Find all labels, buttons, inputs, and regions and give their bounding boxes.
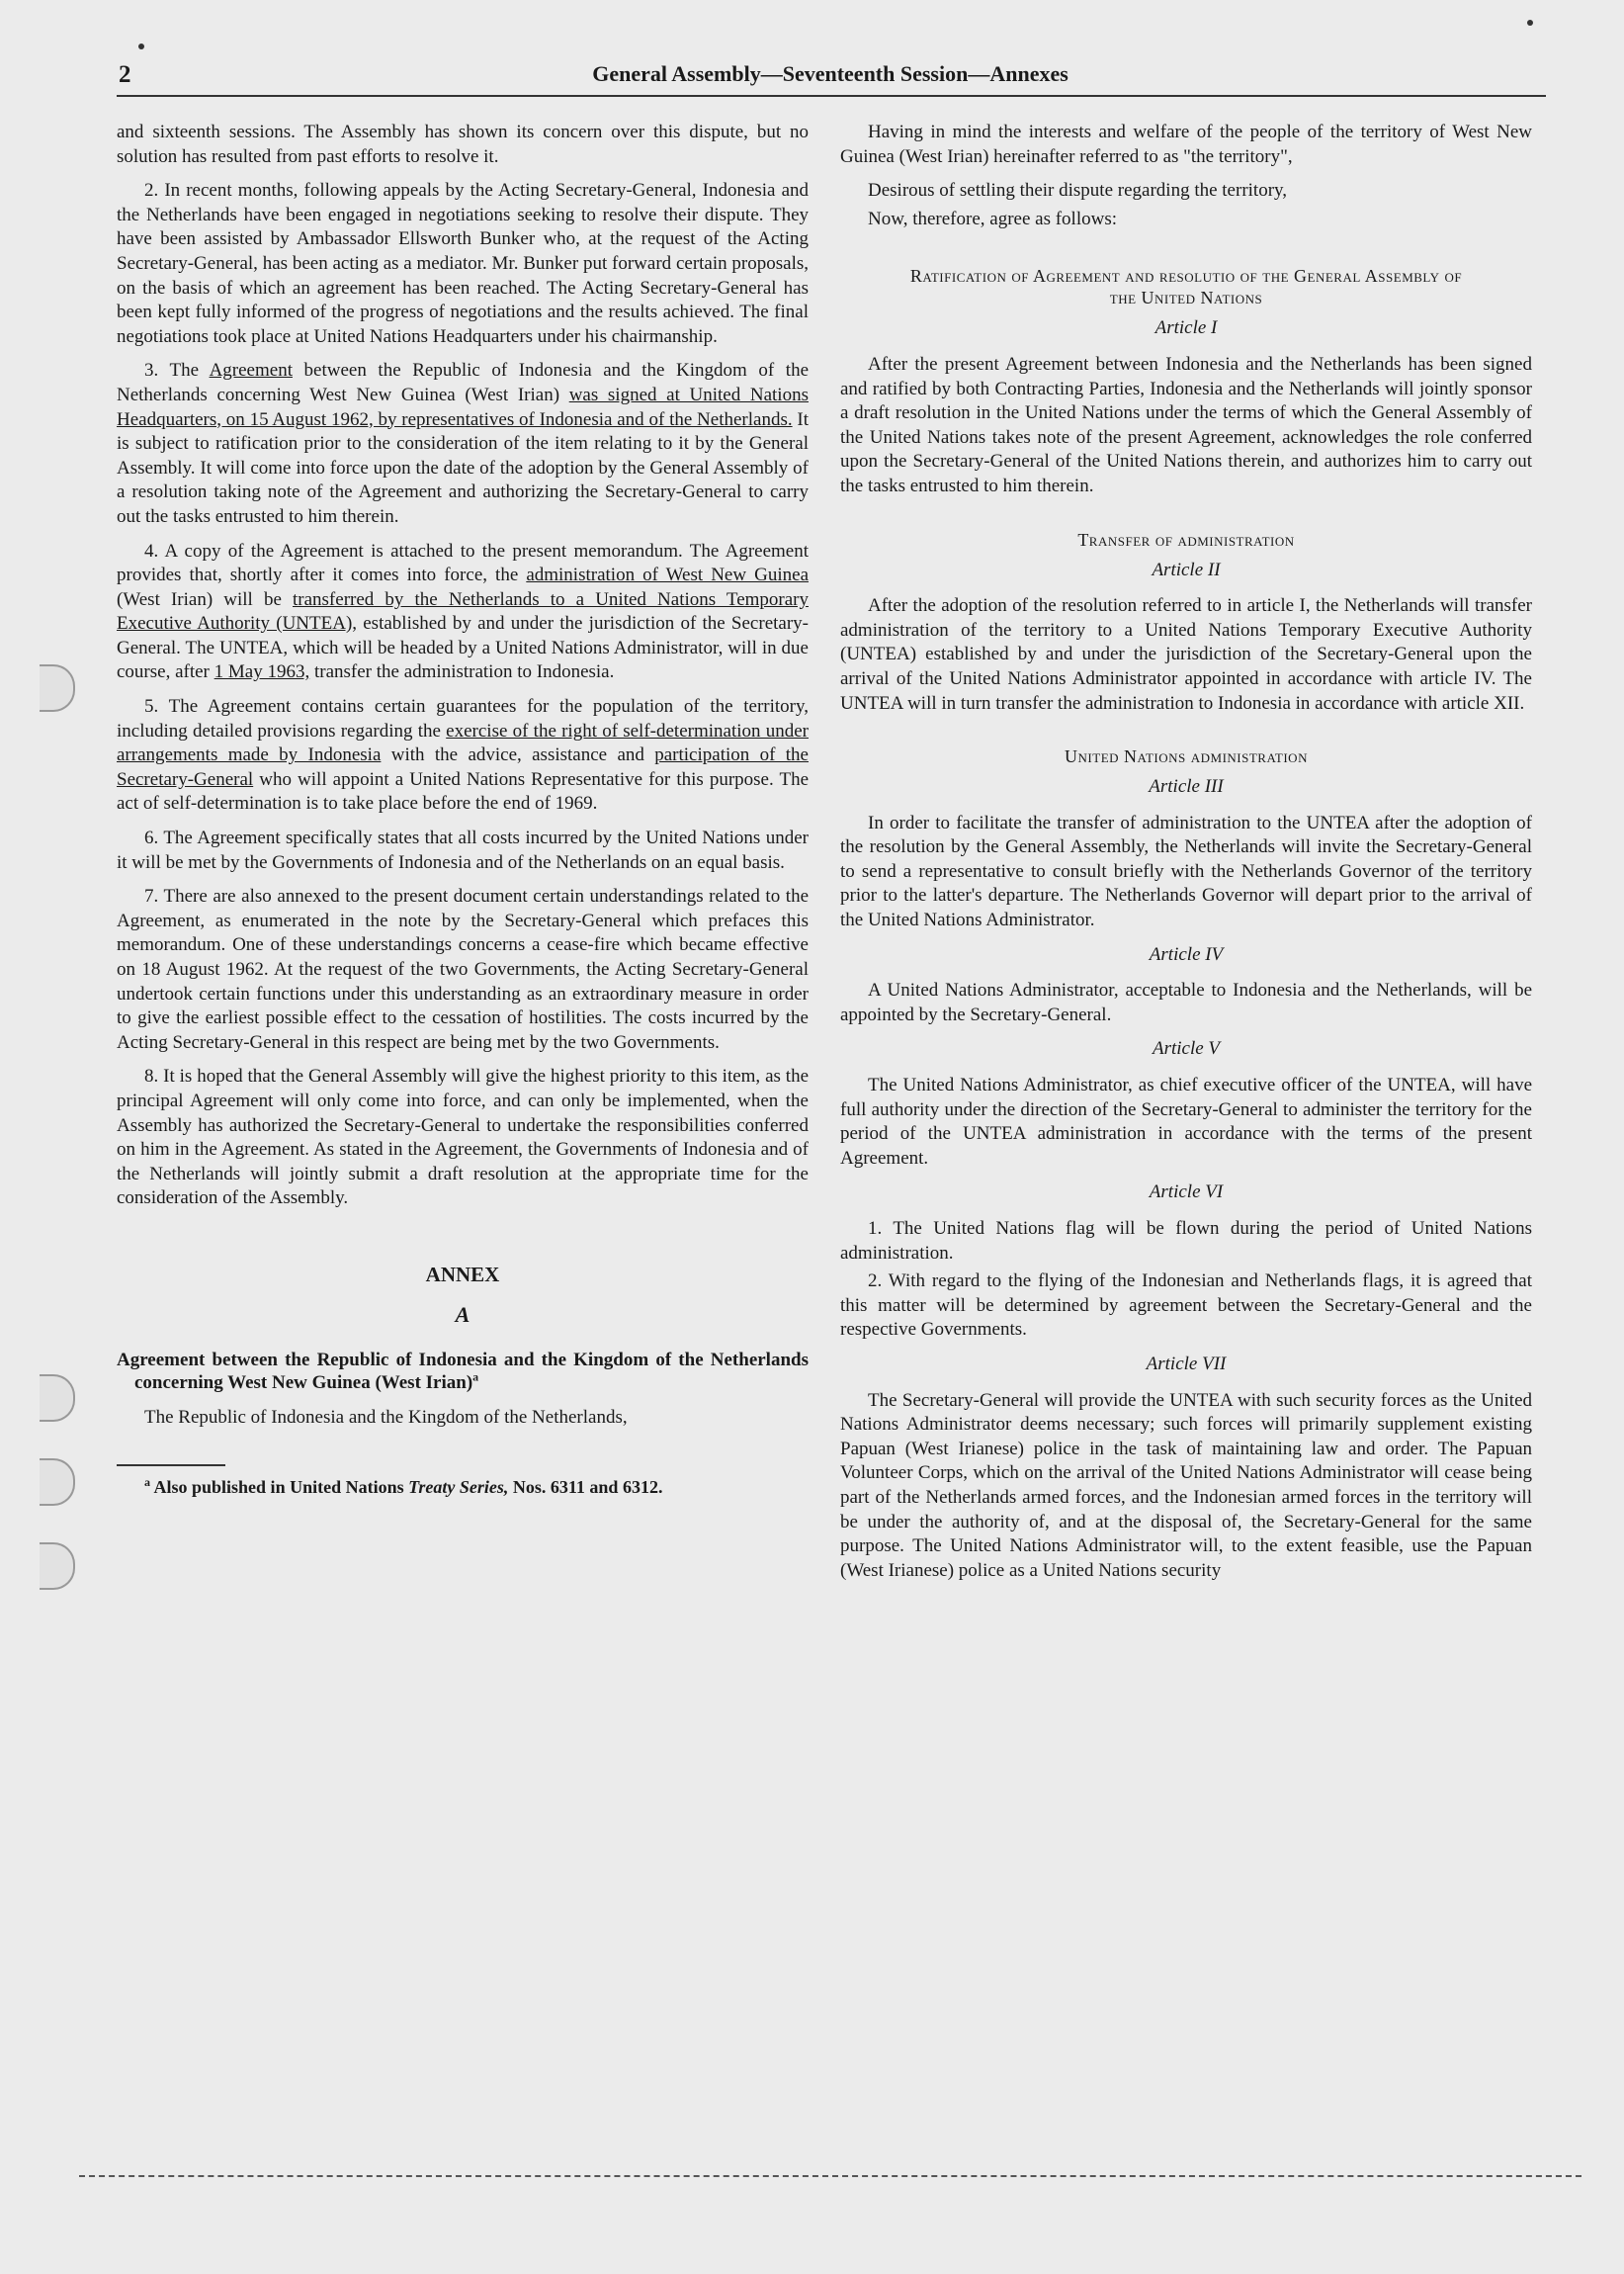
section-heading: Transfer of administration	[1077, 529, 1295, 550]
underlined-text: administration of West New Guinea	[526, 565, 809, 586]
article-text: A United Nations Administrator, acceptable to Indonesia and the Netherlands, will be appointed by the Secretary-General.	[840, 980, 1532, 1025]
punch-hole	[40, 1458, 75, 1506]
paragraph: Having in mind the interests and welfare of the people of the territory of West New Guinea (West Irian) hereinafter referred to as "the territory",	[840, 122, 1532, 167]
underlined-text: was signed at United Nations Headquarters, on 15 August 1962, by representatives of Indonesia and of the Netherlands.	[117, 384, 809, 430]
paragraph: Now, therefore, agree as follows:	[868, 208, 1118, 229]
annex-letter: A	[455, 1301, 470, 1327]
paragraph-2: 2. In recent months, following appeals by the Acting Secretary-General, Indonesia and the Netherlands have been engaged in negotiations seeking to resolve their dispute. They have been assisted by Ambassador Ellsworth Bunker who, at the request of the Acting Secretary-General, has been acting as a mediator. Mr. Bunker put forward certain proposals, on the basis of which an agreement has been reached. The Acting Secretary-General has been kept fully informed of the progress of negotiations and the results achieved. The final negotiations took place at United Nations Headquarters under his chairmanship.	[117, 180, 809, 347]
text: between the Republic of Indonesia and the Kingdom of the Netherlands concerning West New Guinea (West Irian)	[117, 360, 810, 405]
article-heading: Article VI	[1149, 1181, 1224, 1203]
article-heading: Article III	[1149, 776, 1224, 798]
paragraph-4	[117, 540, 809, 686]
paragraph-8: 8. It is hoped that the General Assembly will give the highest priority to this item, as the principal Agreement will only come into force, and can only be implemented, when the Assembly has authorized the Secretary-General to undertake the responsibilities conferred on him in the Agreement. As stated in the Agreement, the Governments of Indonesia and of the Netherlands will jointly submit a draft resolution at the appropriate time for the consideration of the Assembly.	[117, 1066, 809, 1209]
article-heading: Article V	[1152, 1038, 1221, 1060]
paragraph-7: 7. There are also annexed to the present document certain understandings related to the Agreement, as enumerated in the note by the Secretary-General which prefaces this memorandum. One of these understandings concerns a cease-fire which became effective on 18 August 1962. At the request of the two Governments, the Acting Secretary-General undertook certain functions under this understanding as an extraordinary measure in order to give the earliest possible effect to the cessation of hostilities. The costs incurred by the Acting Secretary-General in this respect are being met by the two Governments.	[117, 886, 809, 1053]
paragraph-3	[117, 359, 809, 529]
speck	[1527, 20, 1533, 26]
text: transfer the administration to Indonesia.	[309, 661, 615, 683]
page-number: 2	[119, 61, 131, 88]
agreement-title	[117, 1349, 809, 1394]
footnote-rule	[117, 1464, 225, 1466]
article-text: After the adoption of the resolution referred to in article I, the Netherlands will transfer administration of the territory to a United Nations Temporary Executive Authority (UNTEA) established by and under the jurisdiction of the Secretary-General upon the arrival of the United Nations Administrator appointed in accordance with article IV. The UNTEA will in turn transfer the administration to Indonesia in accordance with article XII.	[840, 595, 1532, 714]
text: established by and under the jurisdiction of the Secretary-General. The UNTEA, which will be headed by a United Nations Administrator, will in due course, after	[117, 613, 809, 683]
article-text: 1. The United Nations flag will be flown during the period of United Nations administration.	[840, 1218, 1532, 1264]
page-header	[119, 61, 1542, 97]
underlined-text: 1 May 1963,	[214, 661, 310, 683]
text: Treaty Series,	[408, 1476, 509, 1497]
left-column	[117, 121, 809, 1508]
article-text: 2. With regard to the flying of the Indonesian and Netherlands flags, it is agreed that this matter will be determined by agreement between the Secretary-General and the respective Governments.	[840, 1270, 1532, 1341]
header-rule	[117, 95, 1546, 97]
annex-title: ANNEX	[425, 1262, 500, 1286]
article-heading: Article IV	[1149, 943, 1224, 965]
footnote-mark: a	[144, 1474, 150, 1489]
article-text: After the present Agreement between Indonesia and the Netherlands has been signed and ratified by both Contracting Parties, Indonesia and the Netherlands will jointly sponsor a draft resolution in the United Nations under the terms of which the General Assembly of the United Nations takes note of the present Agreement, acknowledges the role conferred upon the Secretary-General of the United Nations therein, and authorizes him to carry out the tasks entrusted to him therein.	[840, 353, 1532, 496]
footnote-mark: a	[472, 1369, 479, 1384]
article-text: The Secretary-General will provide the UNTEA with such security forces as the United Nations Administrator deems necessary; such forces will primarily supplement existing Papuan (West Irianese) police in the task of maintaining law and order. The Papuan Volunteer Corps, which on the arrival of the United Nations Administrator will cease being part of the Netherlands armed forces, and the Indonesian armed forces in the territory will be under the authority of, and at the disposal of, the Secretary-General for the same purpose. The United Nations Administrator will, to the extent feasible, use the Papuan (West Irianese) police as a United Nations security	[840, 1389, 1532, 1581]
paragraph-6: 6. The Agreement specifically states that all costs incurred by the United Nations under it will be met by the Governments of Indonesia and of the Netherlands on an equal basis.	[117, 828, 809, 873]
text: (West Irian) will be	[117, 588, 293, 610]
underlined-text: exercise of the right of self-determination under arrangements made by Indonesia	[117, 720, 809, 766]
punch-hole	[40, 1542, 75, 1590]
text: Nos. 6311 and 6312.	[508, 1476, 663, 1497]
speck	[138, 44, 144, 49]
right-column	[840, 121, 1532, 1593]
underlined-text: participation of the Secretary-General	[117, 744, 809, 790]
article-text: The United Nations Administrator, as chief executive officer of the UNTEA, will have full authority under the direction of the Secretary-General to administer the territory for the period of the UNTEA administration in accordance with the terms of the present Agreement.	[840, 1075, 1532, 1169]
article-heading: Article VII	[1146, 1353, 1227, 1374]
punch-hole	[40, 1374, 75, 1422]
text: Also published in United Nations	[150, 1476, 409, 1497]
article-heading: Article I	[1154, 317, 1218, 339]
text: 4. A copy of the Agreement is attached to the present memorandum. The Agreement provides that, shortly after it comes into force, the	[117, 540, 809, 586]
paragraph: Desirous of settling their dispute regarding the territory,	[868, 180, 1288, 202]
article-heading: Article II	[1152, 559, 1221, 580]
punch-hole	[40, 664, 75, 712]
article-text: In order to facilitate the transfer of administration to the UNTEA after the adoption of the resolution by the General Assembly, the Netherlands will invite the Secretary-General to send a representative to consult briefly with the Netherlands Governor of the territory prior to the latter's departure. The Netherlands Governor will depart prior to the arrival of the United Nations Administrator.	[840, 812, 1532, 931]
paragraph: and sixteenth sessions. The Assembly has shown its concern over this dispute, but no solution has resulted from past efforts to resolve it.	[117, 122, 809, 167]
section-heading: United Nations administration	[1065, 746, 1308, 767]
bottom-rule	[79, 2175, 1581, 2177]
text: with the advice, assistance and	[381, 744, 655, 766]
text: who will appoint a United Nations Representative for this purpose. The act of self-determination is to take place before the end of 1969.	[117, 768, 809, 815]
section-heading: Ratification of Agreement and resolutio of the General Assembly of the United Nations	[909, 266, 1463, 308]
text: 5. The Agreement contains certain guarantees for the population of the territory, including detailed provisions regarding the	[117, 696, 809, 742]
running-head: General Assembly—Seventeenth Session—Annexes	[592, 61, 1068, 86]
underlined-text: transferred by the Netherlands to a United Nations Temporary Executive Authority (UNTEA),	[117, 588, 809, 635]
parties-paragraph: The Republic of Indonesia and the Kingdom of the Netherlands,	[144, 1407, 628, 1429]
underlined-text: Agreement	[209, 360, 293, 382]
paragraph-5	[117, 695, 809, 817]
footnote	[117, 1476, 809, 1498]
agreement-title-text: Agreement between the Republic of Indonesia and the Kingdom of the Netherlands concerning West New Guinea (West Irian)	[117, 1350, 809, 1394]
text: It is subject to ratification prior to the consideration of the item relating to it by the General Assembly. It will come into force upon the date of the adoption by the General Assembly of a resolution taking note of the Agreement and authorizing the Secretary-General to carry out the tasks entrusted to him therein.	[117, 408, 809, 527]
text: 3. The	[144, 360, 210, 382]
